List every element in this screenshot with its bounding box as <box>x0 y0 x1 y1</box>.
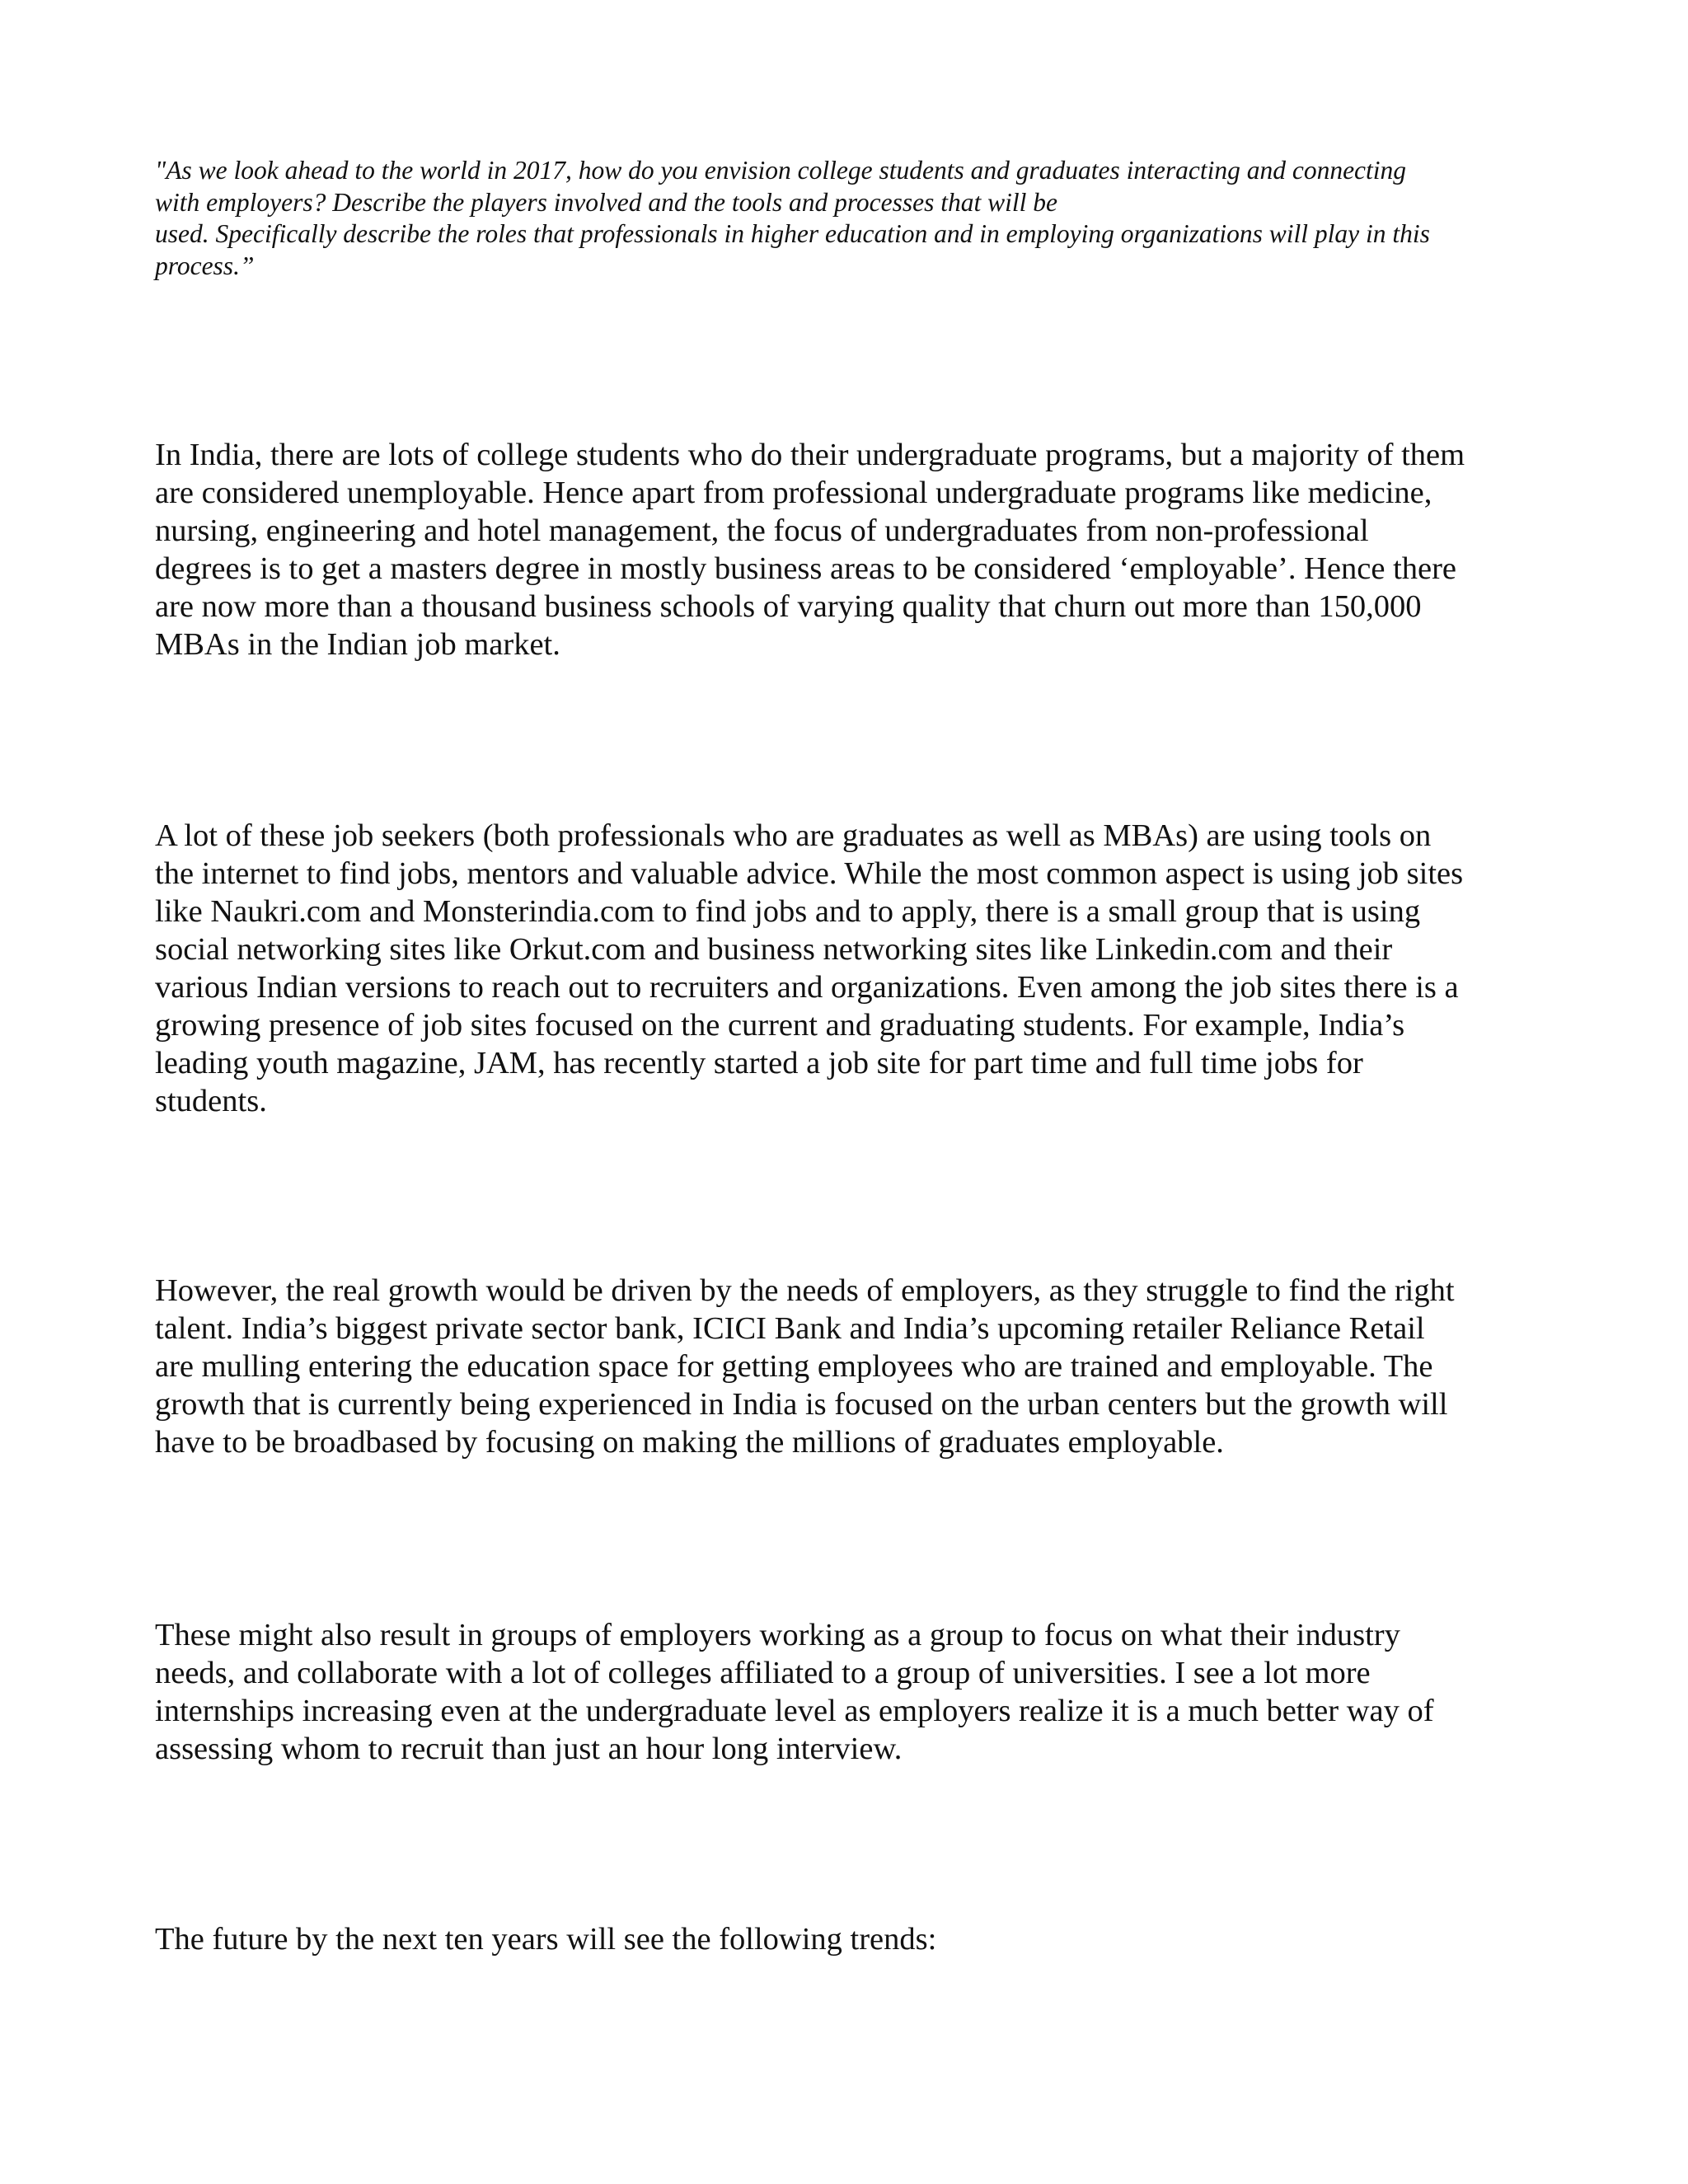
text-line: MBAs in the Indian job market. <box>155 627 560 662</box>
text-line: talent. India’s biggest private sector bank, ICICI Bank and India’s upcoming retailer Reliance Retail <box>155 1311 1425 1346</box>
text-line: A lot of these job seekers (both professionals who are graduates as well as MBAs) are using tools on <box>155 818 1432 853</box>
paragraph-future-trends <box>155 1920 1556 1958</box>
paragraph-employer-groups <box>155 1616 1556 1768</box>
text-line: growing presence of job sites focused on the current and graduating students. For example, India’s <box>155 1008 1405 1043</box>
text-line: the internet to find jobs, mentors and valuable advice. While the most common aspect is using job sites <box>155 856 1464 891</box>
prompt-line: "As we look ahead to the world in 2017, how do you envision college students and graduates interacting and connecting <box>155 156 1407 185</box>
text-line: are mulling entering the education space for getting employees who are trained and employable. The <box>155 1349 1433 1384</box>
text-line: students. <box>155 1084 267 1118</box>
text-line: are now more than a thousand business schools of varying quality that churn out more than 150,000 <box>155 589 1422 624</box>
text-line: degrees is to get a masters degree in mostly business areas to be considered ‘employable’. Hence there <box>155 551 1457 586</box>
text-line: internships increasing even at the undergraduate level as employers realize it is a much better way of <box>155 1694 1434 1728</box>
text-line: nursing, engineering and hotel management, the focus of undergraduates from non-professional <box>155 513 1369 548</box>
text-line: In India, there are lots of college students who do their undergraduate programs, but a majority of them <box>155 438 1465 472</box>
paragraph-india-students <box>155 436 1556 663</box>
prompt-line: process.” <box>155 251 255 280</box>
prompt-line: used. Specifically describe the roles that professionals in higher education and in employing organizations will play in this <box>155 219 1430 248</box>
text-line: leading youth magazine, JAM, has recently started a job site for part time and full time jobs for <box>155 1046 1363 1080</box>
text-line: These might also result in groups of employers working as a group to focus on what their industry <box>155 1618 1400 1652</box>
text-line: are considered unemployable. Hence apart from professional undergraduate programs like medicine, <box>155 476 1432 510</box>
text-line: assessing whom to recruit than just an hour long interview. <box>155 1732 903 1766</box>
text-line: needs, and collaborate with a lot of colleges affiliated to a group of universities. I see a lot more <box>155 1656 1371 1690</box>
text-line: The future by the next ten years will see the following trends: <box>155 1922 937 1957</box>
essay-prompt <box>155 155 1540 282</box>
text-line: have to be broadbased by focusing on making the millions of graduates employable. <box>155 1425 1224 1460</box>
text-line: various Indian versions to reach out to recruiters and organizations. Even among the job sites there is a <box>155 970 1459 1005</box>
prompt-line: with employers? Describe the players involved and the tools and processes that will be <box>155 187 1058 217</box>
text-line: growth that is currently being experienced in India is focused on the urban centers but the growth will <box>155 1387 1448 1422</box>
text-line: like Naukri.com and Monsterindia.com to find jobs and to apply, there is a small group that is using <box>155 894 1421 929</box>
text-line: social networking sites like Orkut.com and business networking sites like Linkedin.com and their <box>155 932 1393 967</box>
paragraph-employer-needs <box>155 1272 1556 1461</box>
paragraph-job-seekers-tools <box>155 817 1556 1120</box>
text-line: However, the real growth would be driven by the needs of employers, as they struggle to find the right <box>155 1273 1455 1308</box>
